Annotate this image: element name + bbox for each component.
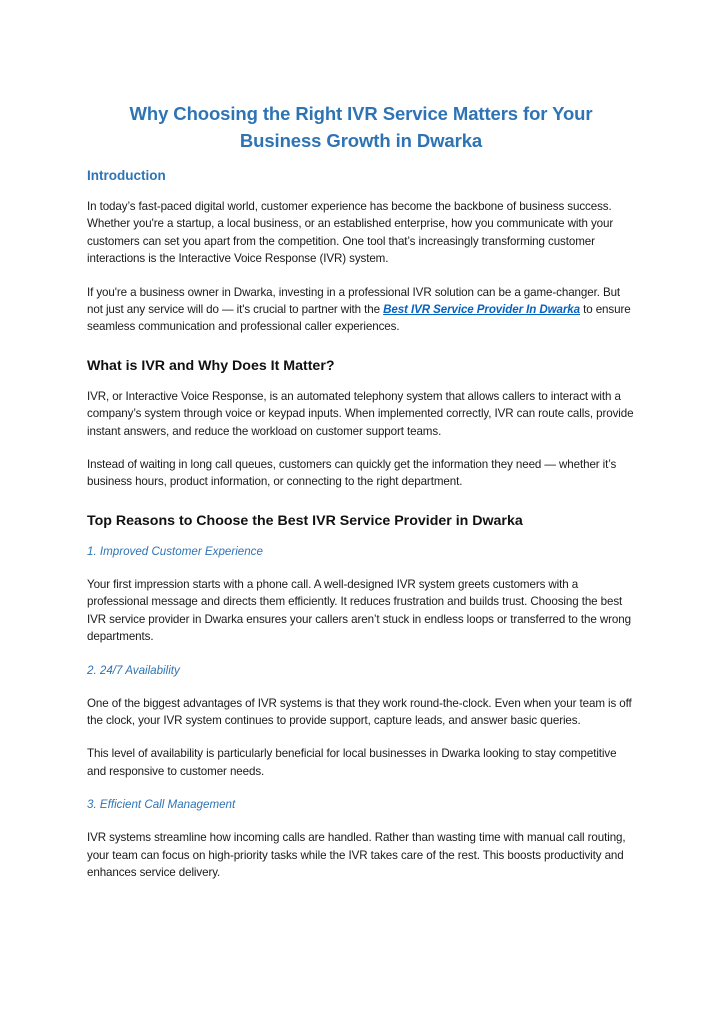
subheading-efficient-call-management: 3. Efficient Call Management — [87, 798, 236, 812]
reason3-paragraph-1: IVR systems streamline how incoming calls are handled. Rather than wasting time with manual call routing, your team can focus on high-priority tasks while the IVR takes care of the rest. This boosts productivity and enhances service delivery. — [87, 831, 626, 879]
intro-paragraph-1: In today’s fast-paced digital world, customer experience has become the backbone of business success. Whether you're a startup, a local business, or an established enterprise, how you communicate with your customers can set you apart from the competition. One tool that’s increasingly transforming customer interactions is the Interactive Voice Response (IVR) system. — [87, 200, 614, 266]
document-content — [87, 100, 635, 897]
intro-paragraph-2-text-after: to ensure seamless communication and professional caller experiences. — [87, 303, 631, 334]
intro-heading: Introduction — [87, 168, 166, 183]
page-title: Why Choosing the Right IVR Service Matters for Your Business Growth in Dwarka — [129, 103, 593, 151]
section1-paragraph-1: IVR, or Interactive Voice Response, is an automated telephony system that allows callers to interact with a company’s system through voice or keypad inputs. When implemented correctly, IVR can route calls, provide instant answers, and reduce the workload on customer support teams. — [87, 389, 634, 438]
reason2-paragraph-2: This level of availability is particularly beneficial for local businesses in Dwarka looking to stay competitive and responsive to customer needs. — [87, 747, 617, 778]
intro-paragraph-2 — [87, 284, 635, 336]
subheading-availability: 2. 24/7 Availability — [87, 663, 180, 677]
section-heading-what-is-ivr: What is IVR and Why Does It Matter? — [87, 357, 335, 374]
best-ivr-provider-link[interactable]: Best IVR Service Provider In Dwarka — [383, 303, 580, 317]
intro-paragraph-2-text-before: If you're a business owner in Dwarka, investing in a professional IVR solution can be a game-changer. But not just any service will do — it's crucial to partner with the — [87, 285, 621, 317]
section1-paragraph-2: Instead of waiting in long call queues, customers can quickly get the information they need — whether it’s business hours, product information, or connecting to the right department. — [87, 458, 617, 489]
reason2-paragraph-1: One of the biggest advantages of IVR systems is that they work round-the-clock. Even when your team is off the clock, your IVR system continues to provide support, capture leads, and answer basic queries. — [87, 696, 632, 727]
section-heading-top-reasons: Top Reasons to Choose the Best IVR Service Provider in Dwarka — [87, 512, 523, 529]
subheading-improved-customer-experience: 1. Improved Customer Experience — [87, 544, 263, 558]
reason1-paragraph-1: Your first impression starts with a phone call. A well-designed IVR system greets customers with a professional message and directs them efficiently. It reduces frustration and builds trust. Choosing the best IVR service provider in Dwarka ensures your callers aren’t stuck in endless loops or transferred to the wrong departments. — [87, 577, 631, 644]
